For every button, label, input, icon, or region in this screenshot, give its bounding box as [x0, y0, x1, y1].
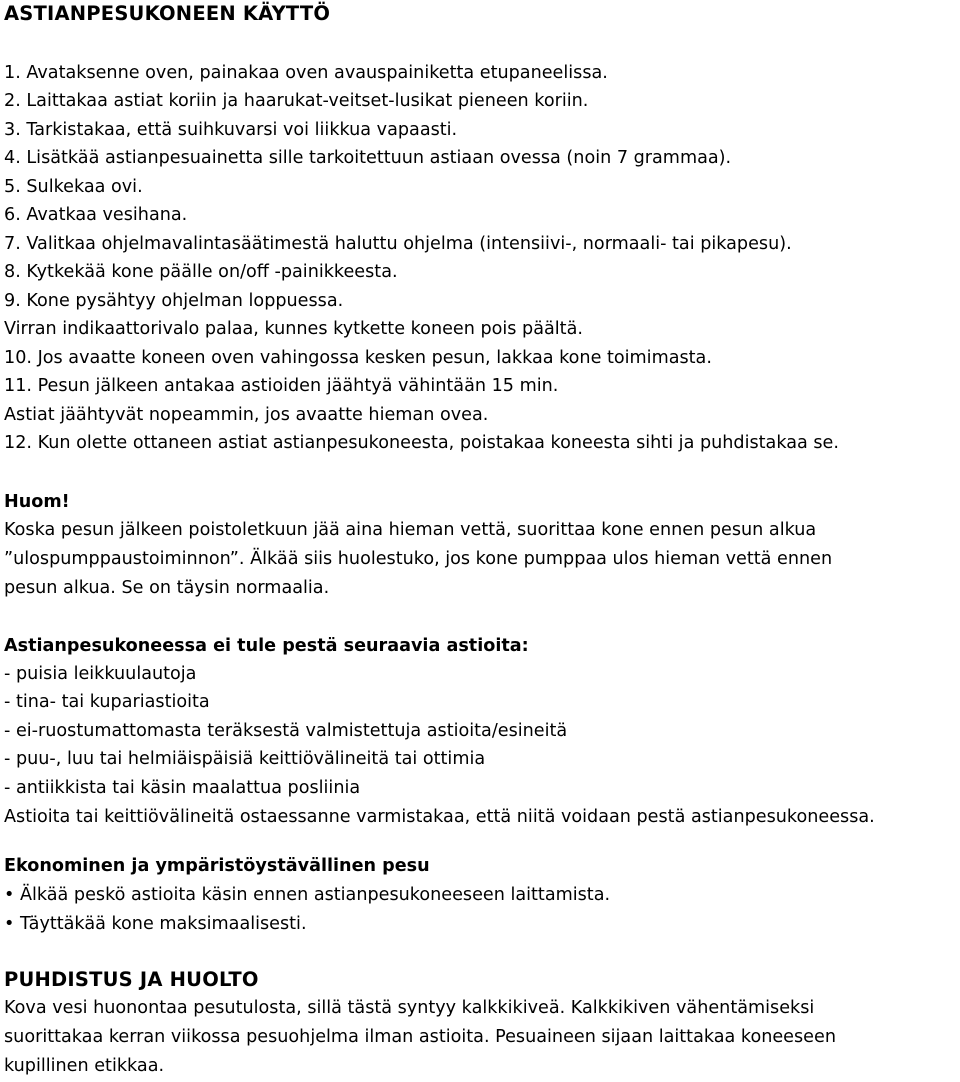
list-item: - puisia leikkuulautoja — [4, 664, 197, 684]
note-line: ”ulospumppaustoiminnon”. Älkää siis huolestuko, jos kone pumppaa ulos hieman vettä ennen — [4, 549, 833, 569]
step-4: 4. Lisätkää astianpesuainetta sille tarkoitettuun astiaan ovessa (noin 7 grammaa). — [4, 148, 732, 168]
step-9-detail: Virran indikaattorivalo palaa, kunnes kytkette koneen pois päältä. — [4, 319, 583, 339]
note-line: pesun alkua. Se on täysin normaalia. — [4, 578, 330, 598]
step-7: 7. Valitkaa ohjelmavalintasäätimestä haluttu ohjelma (intensiivi-, normaali- tai pikapesu). — [4, 234, 792, 254]
maintenance-line: suorittakaa kerran viikossa pesuohjelma ilman astioita. Pesuaineen sijaan laittakaa koneeseen — [4, 1027, 836, 1047]
step-11-detail: Astiat jäähtyvät nopeammin, jos avaatte hieman ovea. — [4, 405, 489, 425]
step-11: 11. Pesun jälkeen antakaa astioiden jäähtyä vähintään 15 min. — [4, 376, 559, 396]
list-item: - antiikkista tai käsin maalattua posliinia — [4, 778, 361, 798]
note-heading: Huom! — [4, 492, 70, 512]
eco-heading: Ekonominen ja ympäristöystävällinen pesu — [4, 856, 430, 876]
bullet-item: • Täyttäkää kone maksimaalisesti. — [4, 914, 307, 934]
step-9: 9. Kone pysähtyy ohjelman loppuessa. — [4, 291, 344, 311]
step-2: 2. Laittakaa astiat koriin ja haarukat-veitset-lusikat pieneen koriin. — [4, 91, 589, 111]
not-washable-heading: Astianpesukoneessa ei tule pestä seuraavia astioita: — [4, 636, 529, 656]
maintenance-line: kupillinen etikkaa. — [4, 1056, 165, 1076]
step-1: 1. Avataksenne oven, painakaa oven avauspainiketta etupaneelissa. — [4, 63, 608, 83]
bullet-item: • Älkää peskö astioita käsin ennen astianpesukoneeseen laittamista. — [4, 885, 611, 905]
list-item: - tina- tai kupariastioita — [4, 692, 210, 712]
list-item: - puu-, luu tai helmiäispäisiä keittiövälineitä tai ottimia — [4, 749, 486, 769]
step-10: 10. Jos avaatte koneen oven vahingossa kesken pesun, lakkaa kone toimimasta. — [4, 348, 712, 368]
step-3: 3. Tarkistakaa, että suihkuvarsi voi liikkua vapaasti. — [4, 120, 458, 140]
not-washable-footer: Astioita tai keittiövälineitä ostaessanne varmistakaa, että niitä voidaan pestä astianpesukoneessa. — [4, 807, 875, 827]
list-item: - ei-ruostumattomasta teräksestä valmistettuja astioita/esineitä — [4, 721, 568, 741]
step-6: 6. Avatkaa vesihana. — [4, 205, 188, 225]
maintenance-heading: PUHDISTUS JA HUOLTO — [4, 968, 259, 991]
note-line: Koska pesun jälkeen poistoletkuun jää aina hieman vettä, suorittaa kone ennen pesun alkua — [4, 520, 817, 540]
maintenance-line: Kova vesi huonontaa pesutulosta, sillä tästä syntyy kalkkikiveä. Kalkkikiven vähentämiseksi — [4, 998, 815, 1018]
step-5: 5. Sulkekaa ovi. — [4, 177, 143, 197]
step-8: 8. Kytkekää kone päälle on/off -painikkeesta. — [4, 262, 398, 282]
page-title: ASTIANPESUKONEEN KÄYTTÖ — [4, 2, 331, 25]
step-12: 12. Kun olette ottaneen astiat astianpesukoneesta, poistakaa koneesta sihti ja puhdistakaa se. — [4, 433, 839, 453]
